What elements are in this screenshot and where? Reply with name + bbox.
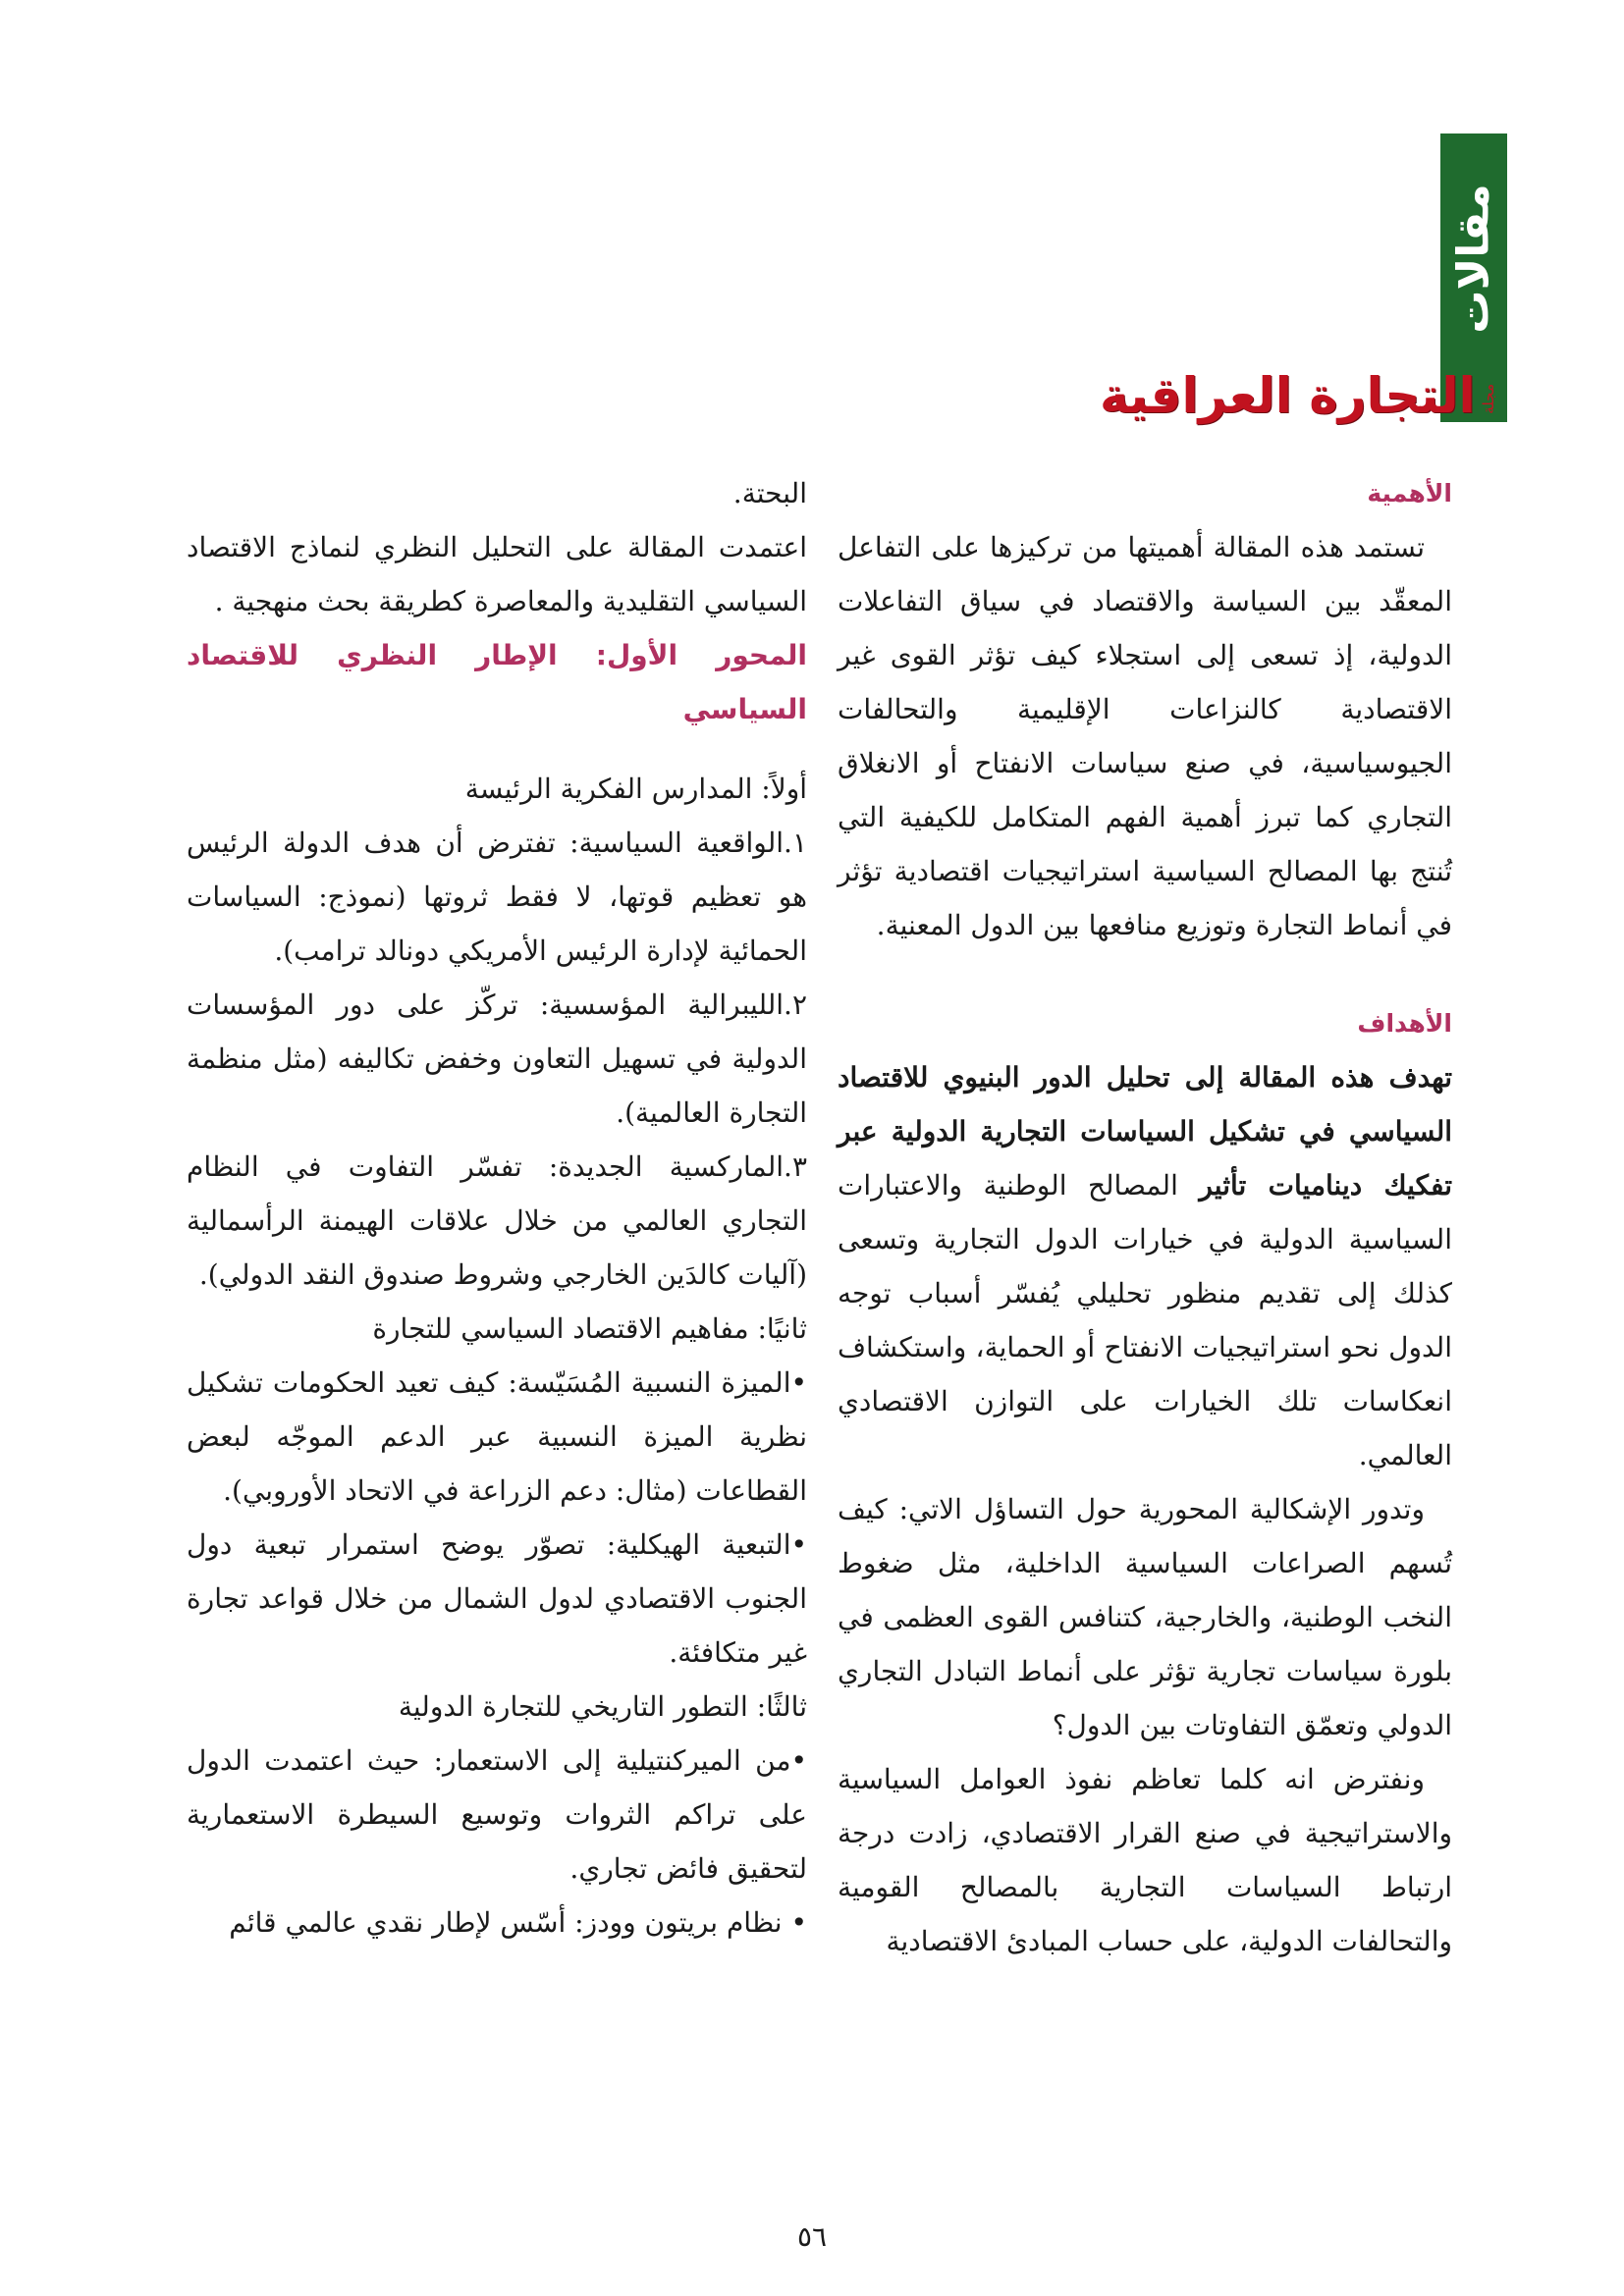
continuation-text: البحتة. (732, 477, 807, 509)
goals-paragraph (838, 1050, 1452, 1482)
goals-rest: المصالح الوطنية والاعتبارات السياسية الدولية في خيارات الدول التجارية وتسعى كذلك إلى تقديم منظور تحليلي يُفسّر أسباب توجه الدول نحو استراتيجيات الانفتاح أو الحماية، واستكشاف انعكاسات تلك الخيارات على التوازن الاقتصادي العالمي. (838, 1169, 1452, 1471)
magazine-logo (1100, 349, 1497, 424)
magazine-word: مجلة (1479, 384, 1497, 414)
magazine-name: التجارة العراقية (1100, 367, 1476, 424)
goals-heading: الأهداف (1357, 1009, 1452, 1038)
goals-bold-lead: تهدف هذه المقالة إلى تحليل الدور البنيوي للاقتصاد السياسي في تشكيل السياسات التجارية الدولية عبر تفكيك ديناميات تأثير (838, 1061, 1452, 1201)
school-item-liberalism: ٢.الليبرالية المؤسسية: تركّز على دور المؤسسات الدولية في تسهيل التعاون وخفض تكاليفه (مثل منظمة التجارة العالمية). (187, 988, 807, 1129)
schools-title: أولاً: المدارس الفكرية الرئيسة (464, 773, 807, 805)
axis-one-title: المحور الأول: الإطار النظري للاقتصاد السياسي (187, 639, 807, 725)
section-label: مقالات (1448, 183, 1499, 334)
concept-item-dependency: •التبعية الهيكلية: تصوّر يوضح استمرار تبعية دول الجنوب الاقتصادي لدول الشمال من خلال قواعد تجارة غير متكافئة. (187, 1528, 807, 1669)
history-item-bretton-woods: • نظام بريتون وودز: أسّس لإطار نقدي عالمي قائم (229, 1906, 807, 1939)
history-item-mercantilism: •من الميركنتيلية إلى الاستعمار: حيث اعتمدت الدول على تراكم الثروات وتوسيع السيطرة الاستعمارية لتحقيق فائض تجاري. (187, 1744, 807, 1885)
importance-heading: الأهمية (1367, 479, 1452, 507)
left-column (187, 466, 807, 1949)
history-title: ثالثًا: التطور التاريخي للتجارة الدولية (398, 1690, 807, 1723)
importance-paragraph: تستمد هذه المقالة أهميتها من تركيزها على التفاعل المعقّد بين السياسة والاقتصاد في سياق التفاعلات الدولية، إذ تسعى إلى استجلاء كيف تؤثر القوى غير الاقتصادية كالنزاعات الإقليمية والتحالفات الجيوسياسية، في صنع سياسات الانفتاح أو الانغلاق التجاري كما تبرز أهمية الفهم المتكامل للكيفية التي تُنتج بها المصالح السياسية استراتيجيات اقتصادية تؤثر في أنماط التجارة وتوزيع منافعها بين الدول المعنية. (838, 531, 1452, 941)
right-column (838, 466, 1452, 1968)
problem-paragraph: وتدور الإشكالية المحورية حول التساؤل الاتي: كيف تُسهم الصراعات السياسية الداخلية، مثل ضغوط النخب الوطنية، والخارجية، كتنافس القوى العظمى في بلورة سياسات تجارية تؤثر على أنماط التبادل التجاري الدولي وتعمّق التفاوتات بين الدول؟ (838, 1493, 1452, 1741)
concepts-title: ثانيًا: مفاهيم الاقتصاد السياسي للتجارة (372, 1312, 807, 1345)
school-item-realism: ١.الواقعية السياسية: تفترض أن هدف الدولة الرئيس هو تعظيم قوتها، لا فقط ثروتها (نموذج: السياسات الحمائية لإدارة الرئيس الأمريكي دونالد ترامب). (187, 827, 807, 967)
page-number: ٥٦ (796, 2220, 828, 2253)
hypothesis-paragraph: ونفترض انه كلما تعاظم نفوذ العوامل السياسية والاستراتيجية في صنع القرار الاقتصادي، زادت درجة ارتباط السياسات التجارية بالمصالح القومية والتحالفات الدولية، على حساب المبادئ الاقتصادية (838, 1763, 1452, 1957)
school-item-marxism: ٣.الماركسية الجديدة: تفسّر التفاوت في النظام التجاري العالمي من خلال علاقات الهيمنة الرأسمالية (آليات كالدَين الخارجي وشروط صندوق النقد الدولي). (187, 1150, 807, 1291)
concept-item-advantage: •الميزة النسبية المُسَيّسة: كيف تعيد الحكومات تشكيل نظرية الميزة النسبية عبر الدعم الموجّه لبعض القطاعات (مثال: دعم الزراعة في الاتحاد الأوروبي). (187, 1366, 807, 1507)
methodology-paragraph: اعتمدت المقالة على التحليل النظري لنماذج الاقتصاد السياسي التقليدية والمعاصرة كطريقة بحث منهجية . (187, 531, 807, 617)
